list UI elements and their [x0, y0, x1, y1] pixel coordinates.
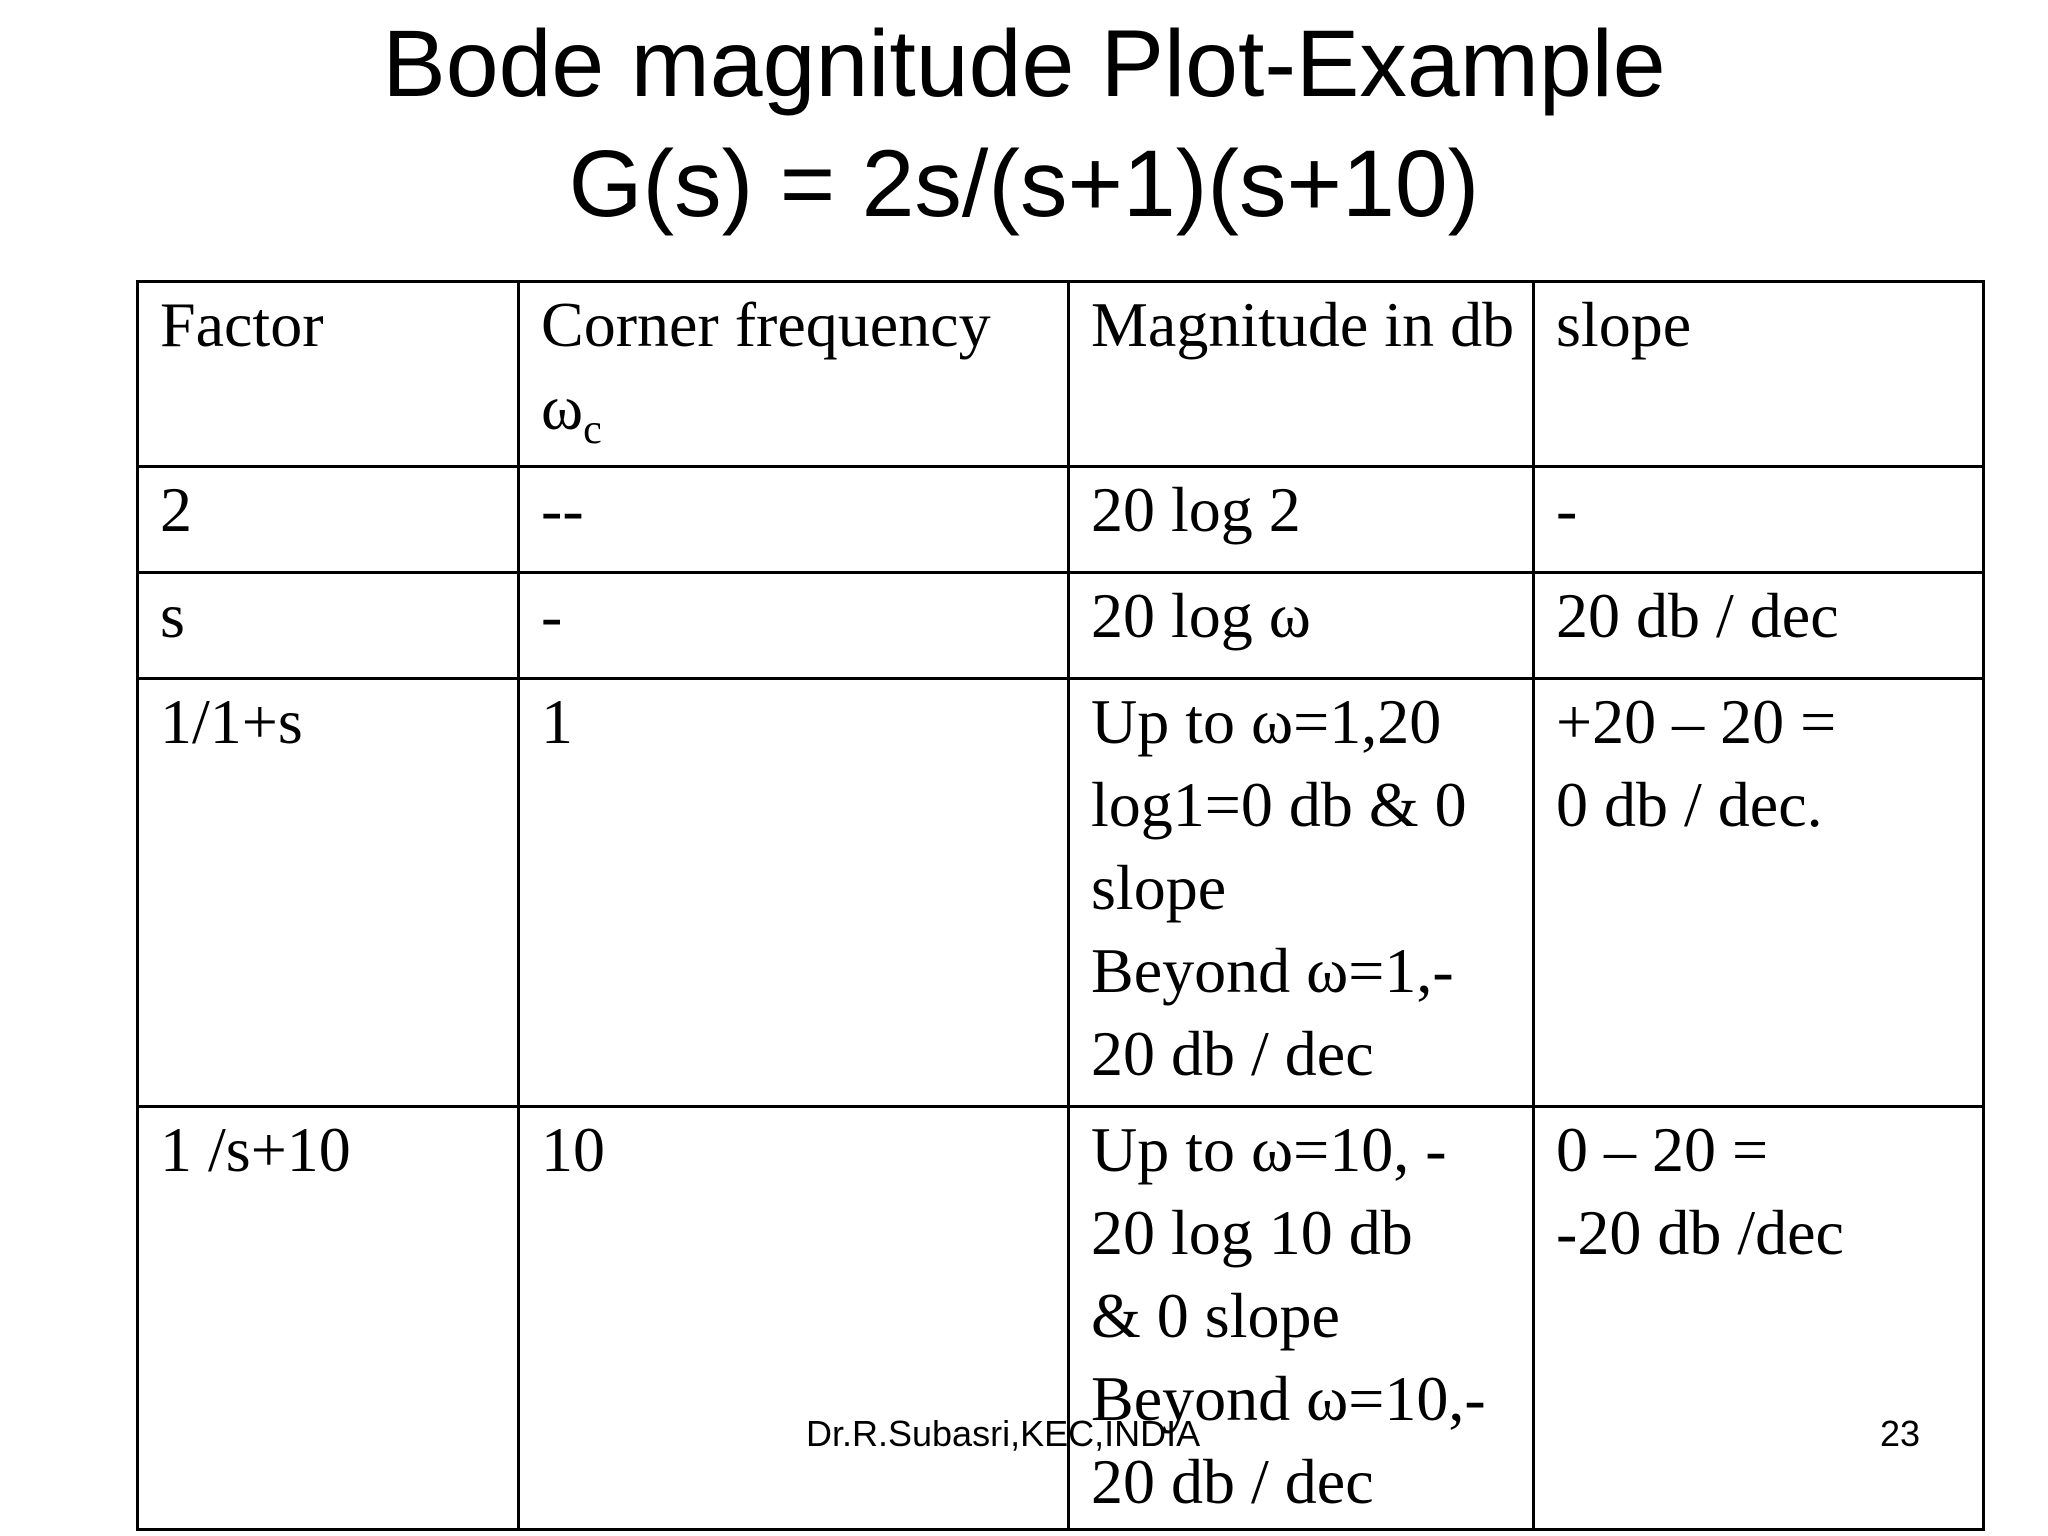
cell-slope: +20 – 20 = 0 db / dec.: [1534, 679, 1984, 1107]
cell-factor: 2: [138, 467, 519, 573]
header-magnitude: Magnitude in db: [1069, 282, 1534, 467]
header-corner-subscript: c: [583, 407, 602, 453]
cell-slope: 20 db / dec: [1534, 573, 1984, 679]
header-slope: slope: [1534, 282, 1984, 467]
cell-magnitude: Up to ω=1,20 log1=0 db & 0 slope Beyond ω=1,- 20 db / dec: [1069, 679, 1534, 1107]
cell-factor: 1 /s+10: [138, 1107, 519, 1530]
bode-factor-table: [136, 280, 1985, 1531]
cell-slope: 0 – 20 = -20 db /dec: [1534, 1107, 1984, 1530]
cell-magnitude: 20 log ω: [1069, 573, 1534, 679]
cell-magnitude: Up to ω=10, - 20 log 10 db & 0 slope Beyond ω=10,- 20 db / dec: [1069, 1107, 1534, 1530]
cell-corner: 1: [519, 679, 1069, 1107]
cell-slope: -: [1534, 467, 1984, 573]
table-row: [138, 467, 1984, 573]
header-corner-frequency: [519, 282, 1069, 467]
header-corner-symbol: ω: [541, 372, 584, 443]
table-row: [138, 573, 1984, 679]
cell-corner: --: [519, 467, 1069, 573]
table-header-row: [138, 282, 1984, 467]
cell-factor: s: [138, 573, 519, 679]
cell-magnitude: 20 log 2: [1069, 467, 1534, 573]
slide-title: Bode magnitude Plot-Example: [382, 11, 1666, 117]
header-corner-label: Corner frequency: [541, 289, 991, 360]
header-factor: Factor: [138, 282, 519, 467]
cell-corner: 10: [519, 1107, 1069, 1530]
footer-author: Dr.R.Subasri,KEC,INDIA: [806, 1413, 1201, 1454]
table-row: [138, 679, 1984, 1107]
transfer-function-title: G(s) = 2s/(s+1)(s+10): [568, 131, 1480, 237]
page-number: 23: [1880, 1413, 1921, 1454]
table-row: [138, 1107, 1984, 1530]
cell-corner: -: [519, 573, 1069, 679]
cell-factor: 1/1+s: [138, 679, 519, 1107]
